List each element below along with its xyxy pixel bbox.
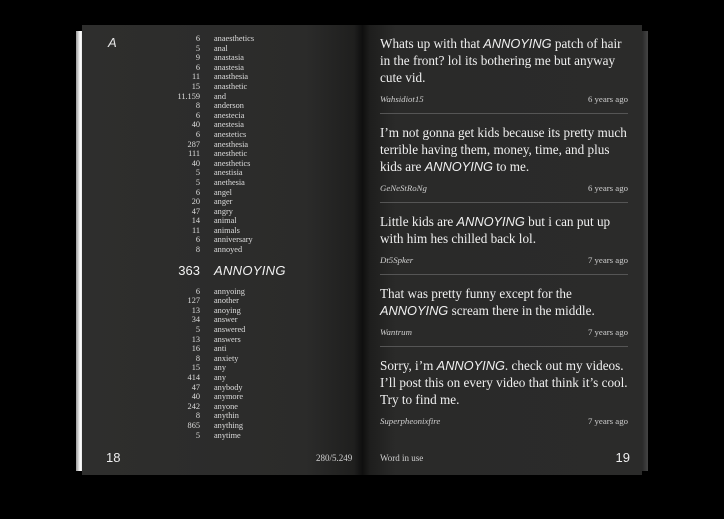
word-entry xyxy=(142,120,342,130)
word-count: 34 xyxy=(191,315,200,325)
word-text: any xyxy=(214,363,226,373)
word-count: 47 xyxy=(191,382,200,392)
word-text: anesthetics xyxy=(214,158,251,168)
comment-text xyxy=(380,35,628,86)
comment-meta xyxy=(380,94,628,104)
comment xyxy=(380,357,628,426)
word-entry xyxy=(142,245,342,255)
word-entry xyxy=(142,402,342,412)
word-entry xyxy=(142,363,342,373)
word-frequency-list xyxy=(142,34,342,440)
comment-author: Superpheonixfire xyxy=(380,416,441,426)
highlight-word: ANNOYING xyxy=(214,262,286,278)
comment-keyword: ANNOYING xyxy=(436,358,505,373)
word-count: 11.159 xyxy=(177,91,200,101)
word-entry xyxy=(142,354,342,364)
word-entry xyxy=(142,287,342,297)
word-count: 6 xyxy=(195,34,200,43)
word-count: 287 xyxy=(187,139,200,149)
word-entry xyxy=(142,92,342,102)
comment-keyword: ANNOYING xyxy=(483,36,552,51)
word-count: 242 xyxy=(187,401,200,411)
left-page xyxy=(82,25,362,475)
word-text: anestetics xyxy=(214,129,247,139)
word-text: answer xyxy=(214,315,238,325)
comment-text xyxy=(380,124,628,175)
word-entry xyxy=(142,373,342,383)
comment-text xyxy=(380,285,628,319)
word-count: 40 xyxy=(191,392,200,402)
comment-text-before: Little kids are xyxy=(380,214,457,229)
comment xyxy=(380,285,628,347)
word-entry xyxy=(142,72,342,82)
word-entry xyxy=(142,130,342,140)
comment-text-after: . check out my videos. I’ll post this on every video that think it’s cool. Try to find me. xyxy=(380,358,628,407)
comment-author: Wantrum xyxy=(380,327,412,337)
comment-text xyxy=(380,357,628,408)
word-text: animal xyxy=(214,216,237,226)
word-count: 8 xyxy=(195,411,200,421)
right-page xyxy=(362,25,642,475)
word-count: 13 xyxy=(191,334,200,344)
comment-text-before: I’m not gonna get kids because its pretty much terrible having them, money, time, and plus kids are xyxy=(380,125,627,174)
comment-author: Dt5Spker xyxy=(380,255,414,265)
word-text: anesthesia xyxy=(214,139,249,149)
comment-meta xyxy=(380,327,628,337)
word-entry xyxy=(142,226,342,236)
footer-ratio: 280/5.249 xyxy=(316,453,353,463)
word-entry xyxy=(142,431,342,441)
comment xyxy=(380,35,628,114)
word-entry xyxy=(142,149,342,159)
word-count: 15 xyxy=(191,81,200,91)
word-count: 16 xyxy=(191,344,200,354)
word-entry xyxy=(142,344,342,354)
word-text: angel xyxy=(214,187,232,197)
word-count: 111 xyxy=(188,149,200,159)
comment-text-before: Whats up with that xyxy=(380,36,484,51)
word-text: anytime xyxy=(214,430,241,440)
comment-meta xyxy=(380,416,628,426)
word-text: any xyxy=(214,373,226,382)
word-text: anythin xyxy=(214,411,239,421)
word-entry xyxy=(142,306,342,316)
word-count: 13 xyxy=(191,305,200,315)
page-number-left: 18 xyxy=(106,450,121,465)
word-text: anymore xyxy=(214,392,244,402)
word-text: answers xyxy=(214,334,241,344)
comment-text-after: to me. xyxy=(492,159,530,174)
word-text: anti xyxy=(214,344,227,354)
word-text: anastasia xyxy=(214,53,244,63)
section-letter: A xyxy=(108,35,117,50)
comment xyxy=(380,124,628,203)
entries-before xyxy=(142,34,342,255)
word-text: anyone xyxy=(214,401,238,411)
word-entry xyxy=(142,188,342,198)
comment-meta xyxy=(380,255,628,265)
word-count: 8 xyxy=(195,101,200,111)
comment-text-before: That was pretty funny except for the xyxy=(380,286,572,301)
word-text: anything xyxy=(214,420,244,430)
comment-divider xyxy=(380,113,628,114)
comment-keyword: ANNOYING xyxy=(380,303,449,318)
word-entry xyxy=(142,111,342,121)
word-count: 15 xyxy=(191,363,200,373)
comment-text-after: scream there in the middle. xyxy=(448,303,595,318)
word-entry xyxy=(142,325,342,335)
page-edges-right xyxy=(642,31,648,471)
word-entry xyxy=(142,63,342,73)
highlighted-entry xyxy=(142,259,342,283)
comment-text-after: patch of hair in the front? lol its bothering me but anyway cute vid. xyxy=(380,36,622,85)
word-text: anaesthetics xyxy=(214,34,255,43)
comment-meta xyxy=(380,183,628,193)
word-text: anasthesia xyxy=(214,72,249,82)
word-entry xyxy=(142,44,342,54)
open-book xyxy=(76,25,648,475)
comment-divider xyxy=(380,202,628,203)
word-text: anoying xyxy=(214,305,241,315)
word-entry xyxy=(142,235,342,245)
word-count: 5 xyxy=(195,177,200,187)
comment-keyword: ANNOYING xyxy=(456,214,525,229)
word-text: anybody xyxy=(214,382,243,392)
word-entry xyxy=(142,53,342,63)
word-entry xyxy=(142,421,342,431)
word-text: angry xyxy=(214,206,233,216)
word-count: 5 xyxy=(195,168,200,178)
word-count: 6 xyxy=(195,235,200,245)
comment-text-before: Sorry, i’m xyxy=(380,358,437,373)
word-entry xyxy=(142,335,342,345)
comment-author: GeNeStRoNg xyxy=(380,183,427,193)
word-entry xyxy=(142,315,342,325)
comment-time: 6 years ago xyxy=(587,183,628,193)
word-entry xyxy=(142,216,342,226)
word-count: 5 xyxy=(195,43,200,53)
comment-time: 7 years ago xyxy=(587,327,628,337)
comment-time: 6 years ago xyxy=(587,94,628,104)
highlight-count: 363 xyxy=(178,262,200,278)
word-count: 6 xyxy=(195,62,200,72)
word-count: 8 xyxy=(195,245,200,255)
page-number-right: 19 xyxy=(615,450,630,465)
comment xyxy=(380,213,628,275)
word-entry xyxy=(142,140,342,150)
book-spine xyxy=(354,25,370,475)
word-entry xyxy=(142,159,342,169)
word-count: 8 xyxy=(195,353,200,363)
word-text: anal xyxy=(214,43,228,53)
word-count: 14 xyxy=(191,216,200,226)
word-entry xyxy=(142,411,342,421)
word-text: anestisia xyxy=(214,168,243,178)
word-text: anderson xyxy=(214,101,244,111)
word-count: 865 xyxy=(187,420,200,430)
word-count: 9 xyxy=(195,53,200,63)
word-entry xyxy=(142,197,342,207)
word-count: 5 xyxy=(195,325,200,335)
word-count: 127 xyxy=(187,296,200,306)
comment-time: 7 years ago xyxy=(587,416,628,426)
word-text: another xyxy=(214,296,239,306)
word-count: 6 xyxy=(195,187,200,197)
word-text: anastesia xyxy=(214,62,244,72)
comment-author: Wahsidiot15 xyxy=(380,94,424,104)
word-entry xyxy=(142,34,342,44)
word-text: anesthetic xyxy=(214,149,248,159)
comment-text-after: but i can put up with him hes chilled back lol. xyxy=(380,214,611,246)
word-entry xyxy=(142,296,342,306)
word-entry xyxy=(142,101,342,111)
word-text: anestecia xyxy=(214,110,245,120)
word-text: answered xyxy=(214,325,246,335)
comment-time: 7 years ago xyxy=(587,255,628,265)
comment-divider xyxy=(380,274,628,275)
word-count: 20 xyxy=(191,197,200,207)
word-text: annoyed xyxy=(214,245,243,255)
comment-text xyxy=(380,213,628,247)
word-count: 6 xyxy=(195,286,200,296)
word-count: 5 xyxy=(195,430,200,440)
entries-after xyxy=(142,287,342,441)
word-text: anxiety xyxy=(214,353,239,363)
word-text: annyoing xyxy=(214,286,245,296)
word-count: 11 xyxy=(192,225,200,235)
comment-list xyxy=(380,35,628,436)
comment-divider xyxy=(380,346,628,347)
word-entry xyxy=(142,207,342,217)
word-entry xyxy=(142,82,342,92)
word-text: and xyxy=(214,91,226,101)
word-count: 40 xyxy=(191,158,200,168)
word-entry xyxy=(142,383,342,393)
word-entry xyxy=(142,168,342,178)
word-count: 6 xyxy=(195,110,200,120)
word-text: animals xyxy=(214,225,240,235)
word-count: 11 xyxy=(192,72,200,82)
word-text: anasthetic xyxy=(214,81,248,91)
word-count: 47 xyxy=(191,206,200,216)
word-count: 414 xyxy=(187,373,200,382)
word-count: 40 xyxy=(191,120,200,130)
word-entry xyxy=(142,392,342,402)
word-text: anethesia xyxy=(214,177,245,187)
comment-keyword: ANNOYING xyxy=(424,159,493,174)
word-text: anger xyxy=(214,197,233,207)
word-text: anniversary xyxy=(214,235,253,245)
word-text: anestesia xyxy=(214,120,244,130)
word-entry xyxy=(142,178,342,188)
footer-label: Word in use xyxy=(380,453,424,463)
word-count: 6 xyxy=(195,129,200,139)
